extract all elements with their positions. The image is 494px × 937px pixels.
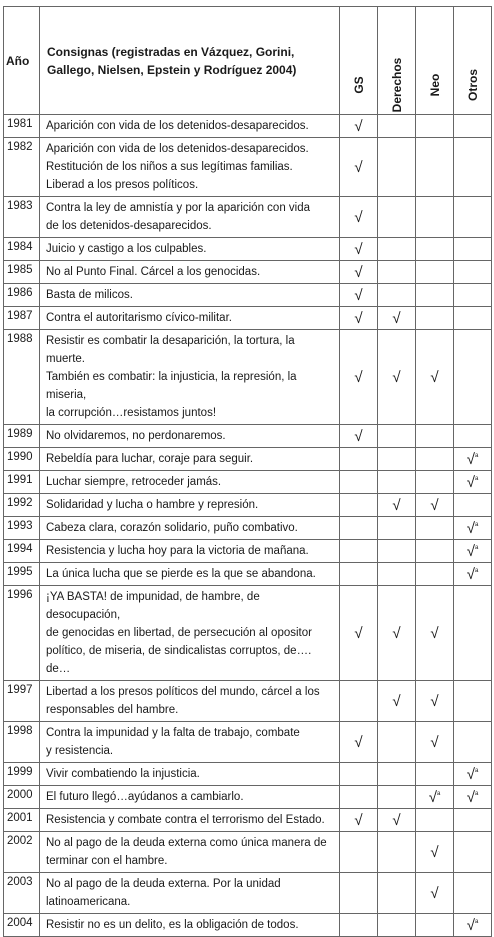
gs-check-cell (340, 873, 378, 914)
checkmark-icon: √ (354, 208, 363, 226)
row-slogan (40, 448, 340, 471)
row-year: 1998 (4, 722, 40, 763)
gs-header (340, 7, 378, 115)
neo-check-cell (416, 832, 454, 873)
neo-check-cell (416, 330, 454, 425)
row-year: 2003 (4, 873, 40, 914)
row-slogan (40, 763, 340, 786)
checkmark-icon: √ (392, 496, 401, 514)
slogan-line: Resistir no es un delito, es la obligación de todos. (46, 919, 299, 931)
checkmark-icon: √ (466, 542, 475, 560)
derechos-check-cell (378, 722, 416, 763)
table-row (4, 722, 492, 763)
row-slogan (40, 914, 340, 937)
row-slogan (40, 494, 340, 517)
slogan-line: de los detenidos-desaparecidos. (46, 220, 212, 232)
table-row (4, 238, 492, 261)
derechos-check-cell (378, 873, 416, 914)
neo-check-cell (416, 763, 454, 786)
row-year: 1996 (4, 586, 40, 681)
neo-check-cell (416, 238, 454, 261)
otros-check-cell (454, 873, 492, 914)
otros-check-cell (454, 540, 492, 563)
row-year: 1981 (4, 115, 40, 138)
row-year: 1983 (4, 197, 40, 238)
checkmark-icon: √ (354, 427, 363, 445)
slogan-line: Aparición con vida de los detenidos-desaparecidos. (46, 120, 309, 132)
checkmark-icon: √ (466, 916, 475, 934)
checkmark-icon: √ (354, 240, 363, 258)
derechos-check-cell (378, 914, 416, 937)
slogan-line: Liberad a los presos políticos. (46, 179, 199, 191)
row-slogan (40, 809, 340, 832)
slogan-line: Cabeza clara, corazón solidario, puño combativo. (46, 522, 298, 534)
slogan-line: Solidaridad y lucha o hambre y represión. (46, 499, 259, 511)
gs-check-cell (340, 681, 378, 722)
checkmark-icon: √ (354, 286, 363, 304)
slogan-line: Resistencia y lucha hoy para la victoria de mañana. (46, 545, 309, 557)
slogan-line: político, de miseria, de sindicalistas corruptos, de…. de… (46, 645, 312, 675)
otros-check-cell (454, 786, 492, 809)
row-year: 1986 (4, 284, 40, 307)
slogan-line: Resistencia y combate contra el terrorismo del Estado. (46, 814, 325, 826)
checkmark-icon: √ (430, 843, 439, 861)
footnote-marker: a (474, 567, 479, 574)
slogan-line: ¡YA BASTA! de impunidad, de hambre, de desocupación, (46, 591, 260, 621)
neo-check-cell (416, 563, 454, 586)
gs-check-cell (340, 138, 378, 197)
checkmark-icon: √ (466, 565, 475, 583)
neo-check-cell (416, 138, 454, 197)
neo-check-cell (416, 786, 454, 809)
slogan-line: la corrupción…resistamos juntos! (46, 407, 217, 419)
checkmark-icon: √ (354, 368, 363, 386)
row-slogan (40, 307, 340, 330)
slogan-line: Restitución de los niños a sus legítimas familias. (46, 161, 293, 173)
checkmark-icon: √ (354, 158, 363, 176)
table-row (4, 330, 492, 425)
footnote-marker: a (474, 918, 479, 925)
table-row (4, 197, 492, 238)
otros-check-cell (454, 115, 492, 138)
gs-check-cell (340, 722, 378, 763)
year-header: Año (4, 7, 40, 115)
otros-check-cell (454, 448, 492, 471)
derechos-check-cell (378, 586, 416, 681)
row-year: 1995 (4, 563, 40, 586)
derechos-check-cell (378, 681, 416, 722)
header-row (4, 7, 492, 115)
row-year: 1990 (4, 448, 40, 471)
derechos-check-cell (378, 563, 416, 586)
gs-check-cell (340, 425, 378, 448)
row-slogan (40, 722, 340, 763)
table-row (4, 448, 492, 471)
neo-check-cell (416, 471, 454, 494)
slogan-line: No olvidaremos, no perdonaremos. (46, 430, 226, 442)
slogan-line: Aparición con vida de los detenidos-desaparecidos. (46, 143, 309, 155)
derechos-check-cell (378, 284, 416, 307)
slogan-line: Vivir combatiendo la injusticia. (46, 768, 200, 780)
gs-check-cell (340, 517, 378, 540)
slogan-line: Contra la ley de amnistía y por la aparición con vida (46, 202, 311, 214)
row-slogan (40, 238, 340, 261)
gs-check-cell (340, 809, 378, 832)
row-slogan (40, 284, 340, 307)
neo-header-label: Neo (427, 73, 442, 97)
slogan-line: Juicio y castigo a los culpables. (46, 243, 207, 255)
slogan-line: El futuro llegó…ayúdanos a cambiarlo. (46, 791, 244, 803)
neo-check-cell (416, 425, 454, 448)
slogan-line: Libertad a los presos políticos del mundo, cárcel a los (46, 686, 320, 698)
row-year: 1987 (4, 307, 40, 330)
derechos-check-cell (378, 307, 416, 330)
checkmark-icon: √ (354, 309, 363, 327)
neo-check-cell (416, 494, 454, 517)
derechos-check-cell (378, 115, 416, 138)
slogan-line: latinoamericana. (46, 896, 131, 908)
slogan-line: Contra la impunidad y la falta de trabajo, combate (46, 727, 300, 739)
checkmark-icon: √ (354, 263, 363, 281)
checkmark-icon: √ (430, 496, 439, 514)
row-year: 2001 (4, 809, 40, 832)
footnote-marker: a (436, 790, 441, 797)
checkmark-icon: √ (354, 117, 363, 135)
otros-check-cell (454, 809, 492, 832)
table-row (4, 832, 492, 873)
table-row (4, 809, 492, 832)
otros-check-cell (454, 261, 492, 284)
slogans-header: Consignas (registradas en Vázquez, Gorini, Gallego, Nielsen, Epstein y Rodríguez 2004) (40, 7, 340, 115)
derechos-check-cell (378, 517, 416, 540)
otros-check-cell (454, 330, 492, 425)
gs-check-cell (340, 330, 378, 425)
checkmark-icon: √ (466, 519, 475, 537)
derechos-check-cell (378, 330, 416, 425)
footnote-marker: a (474, 790, 479, 797)
neo-check-cell (416, 448, 454, 471)
table-row (4, 517, 492, 540)
neo-check-cell (416, 914, 454, 937)
otros-check-cell (454, 284, 492, 307)
checkmark-icon: √ (466, 450, 475, 468)
row-slogan (40, 115, 340, 138)
neo-check-cell (416, 540, 454, 563)
gs-check-cell (340, 586, 378, 681)
neo-check-cell (416, 197, 454, 238)
derechos-check-cell (378, 238, 416, 261)
row-year: 2004 (4, 914, 40, 937)
checkmark-icon: √ (466, 788, 475, 806)
row-year: 1982 (4, 138, 40, 197)
derechos-header-label: Derechos (389, 57, 404, 113)
table-row (4, 681, 492, 722)
row-year: 1992 (4, 494, 40, 517)
row-year: 1989 (4, 425, 40, 448)
gs-check-cell (340, 786, 378, 809)
derechos-check-cell (378, 471, 416, 494)
table-row (4, 261, 492, 284)
otros-header-label: Otros (465, 68, 480, 102)
footnote-marker: a (474, 767, 479, 774)
derechos-check-cell (378, 763, 416, 786)
gs-check-cell (340, 494, 378, 517)
table-row (4, 284, 492, 307)
gs-check-cell (340, 471, 378, 494)
row-year: 1988 (4, 330, 40, 425)
gs-header-label: GS (351, 76, 366, 94)
table-row (4, 586, 492, 681)
row-slogan (40, 786, 340, 809)
footnote-marker: a (474, 475, 479, 482)
derechos-check-cell (378, 425, 416, 448)
slogan-line: de genocidas en libertad, de persecución al opositor (46, 627, 312, 639)
slogan-line: Contra el autoritarismo cívico-militar. (46, 312, 232, 324)
neo-check-cell (416, 809, 454, 832)
checkmark-icon: √ (430, 692, 439, 710)
checkmark-icon: √ (466, 765, 475, 783)
otros-check-cell (454, 763, 492, 786)
checkmark-icon: √ (392, 368, 401, 386)
gs-check-cell (340, 448, 378, 471)
row-year: 2002 (4, 832, 40, 873)
checkmark-icon: √ (428, 788, 437, 806)
derechos-check-cell (378, 448, 416, 471)
table-row (4, 307, 492, 330)
row-slogan (40, 873, 340, 914)
slogan-line: No al pago de la deuda externa como única manera de (46, 837, 327, 849)
neo-check-cell (416, 307, 454, 330)
otros-check-cell (454, 138, 492, 197)
slogan-line: responsables del hambre. (46, 704, 179, 716)
derechos-check-cell (378, 138, 416, 197)
neo-check-cell (416, 722, 454, 763)
slogan-line: No al Punto Final. Cárcel a los genocidas. (46, 266, 261, 278)
derechos-check-cell (378, 540, 416, 563)
checkmark-icon: √ (392, 811, 401, 829)
otros-check-cell (454, 197, 492, 238)
gs-check-cell (340, 197, 378, 238)
table-row (4, 873, 492, 914)
derechos-check-cell (378, 494, 416, 517)
otros-header (454, 7, 492, 115)
table-row (4, 540, 492, 563)
gs-check-cell (340, 563, 378, 586)
row-slogan (40, 261, 340, 284)
row-slogan (40, 197, 340, 238)
checkmark-icon: √ (392, 309, 401, 327)
row-year: 1991 (4, 471, 40, 494)
otros-check-cell (454, 586, 492, 681)
table-row (4, 138, 492, 197)
slogan-line: y resistencia. (46, 745, 114, 757)
row-year: 1997 (4, 681, 40, 722)
otros-check-cell (454, 494, 492, 517)
checkmark-icon: √ (466, 473, 475, 491)
neo-check-cell (416, 261, 454, 284)
slogan-line: terminar con el hambre. (46, 855, 168, 867)
row-slogan (40, 681, 340, 722)
slogan-line: Rebeldía para luchar, coraje para seguir. (46, 453, 254, 465)
gs-check-cell (340, 763, 378, 786)
derechos-check-cell (378, 786, 416, 809)
neo-check-cell (416, 586, 454, 681)
checkmark-icon: √ (354, 624, 363, 642)
slogans-table (3, 6, 492, 937)
gs-check-cell (340, 284, 378, 307)
neo-check-cell (416, 681, 454, 722)
derechos-check-cell (378, 261, 416, 284)
footnote-marker: a (474, 452, 479, 459)
neo-check-cell (416, 284, 454, 307)
table-row (4, 786, 492, 809)
otros-check-cell (454, 238, 492, 261)
table-row (4, 563, 492, 586)
derechos-check-cell (378, 809, 416, 832)
neo-check-cell (416, 517, 454, 540)
gs-check-cell (340, 238, 378, 261)
row-year: 1984 (4, 238, 40, 261)
row-slogan (40, 517, 340, 540)
otros-check-cell (454, 517, 492, 540)
otros-check-cell (454, 425, 492, 448)
footnote-marker: a (474, 521, 479, 528)
otros-check-cell (454, 681, 492, 722)
otros-check-cell (454, 471, 492, 494)
otros-check-cell (454, 914, 492, 937)
checkmark-icon: √ (430, 884, 439, 902)
derechos-header (378, 7, 416, 115)
table-row (4, 494, 492, 517)
row-year: 1985 (4, 261, 40, 284)
checkmark-icon: √ (392, 624, 401, 642)
otros-check-cell (454, 832, 492, 873)
otros-check-cell (454, 722, 492, 763)
gs-check-cell (340, 261, 378, 284)
slogan-line: Luchar siempre, retroceder jamás. (46, 476, 222, 488)
row-slogan (40, 471, 340, 494)
row-year: 2000 (4, 786, 40, 809)
table-row (4, 471, 492, 494)
row-slogan (40, 586, 340, 681)
neo-check-cell (416, 873, 454, 914)
checkmark-icon: √ (354, 811, 363, 829)
gs-check-cell (340, 540, 378, 563)
footnote-marker: a (474, 544, 479, 551)
otros-check-cell (454, 563, 492, 586)
gs-check-cell (340, 832, 378, 873)
row-year: 1993 (4, 517, 40, 540)
derechos-check-cell (378, 832, 416, 873)
row-slogan (40, 425, 340, 448)
gs-check-cell (340, 914, 378, 937)
slogan-line: También es combatir: la injusticia, la represión, la miseria, (46, 371, 297, 401)
checkmark-icon: √ (430, 733, 439, 751)
row-slogan (40, 138, 340, 197)
slogan-line: No al pago de la deuda externa. Por la unidad (46, 878, 281, 890)
row-slogan (40, 563, 340, 586)
table-row (4, 914, 492, 937)
table-row (4, 763, 492, 786)
checkmark-icon: √ (430, 624, 439, 642)
row-slogan (40, 330, 340, 425)
gs-check-cell (340, 307, 378, 330)
row-slogan (40, 832, 340, 873)
checkmark-icon: √ (392, 692, 401, 710)
neo-header (416, 7, 454, 115)
row-slogan (40, 540, 340, 563)
table-row (4, 425, 492, 448)
neo-check-cell (416, 115, 454, 138)
derechos-check-cell (378, 197, 416, 238)
gs-check-cell (340, 115, 378, 138)
slogan-line: La única lucha que se pierde es la que se abandona. (46, 568, 316, 580)
checkmark-icon: √ (354, 733, 363, 751)
checkmark-icon: √ (430, 368, 439, 386)
row-year: 1994 (4, 540, 40, 563)
row-year: 1999 (4, 763, 40, 786)
slogan-line: Resistir es combatir la desaparición, la tortura, la muerte. (46, 335, 295, 365)
slogan-line: Basta de milicos. (46, 289, 133, 301)
otros-check-cell (454, 307, 492, 330)
table-row (4, 115, 492, 138)
